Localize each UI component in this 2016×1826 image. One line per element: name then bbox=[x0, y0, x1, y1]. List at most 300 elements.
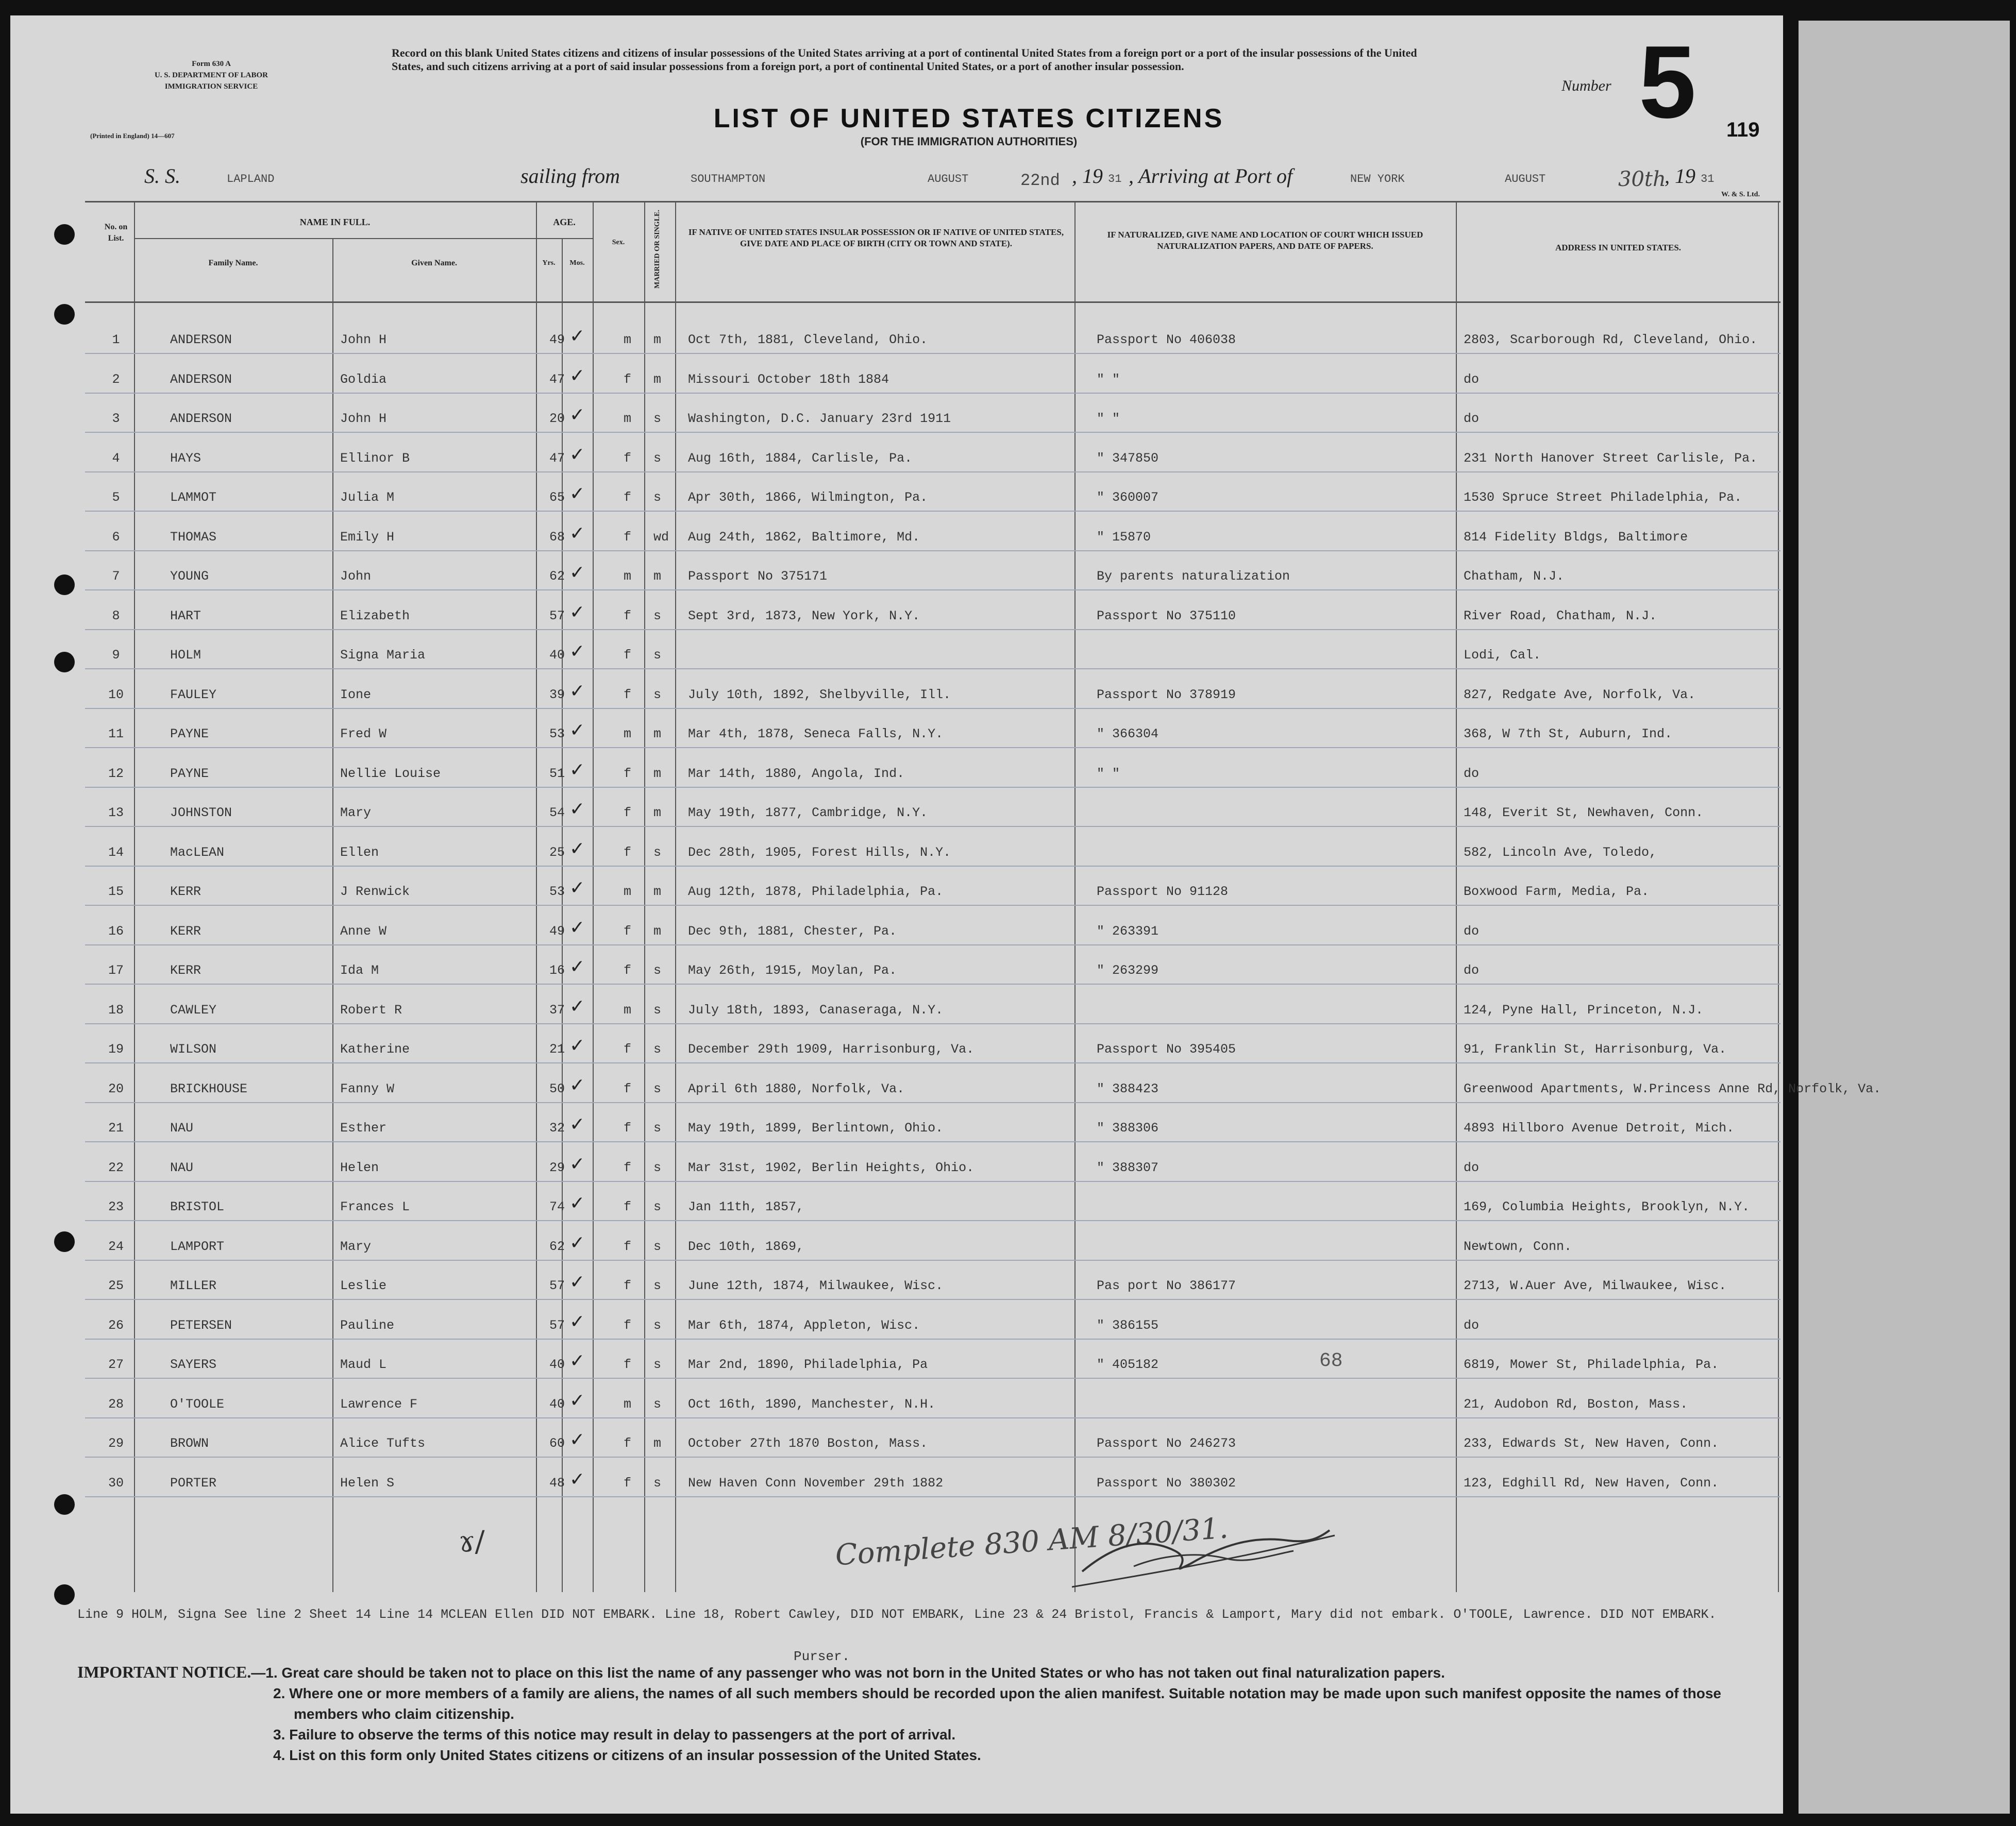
sex: m bbox=[624, 884, 632, 899]
naturalization-info: " 15870 bbox=[1097, 529, 1151, 545]
row-rule bbox=[85, 511, 1780, 512]
family-name: NAU bbox=[170, 1160, 194, 1175]
sex: f bbox=[624, 844, 632, 860]
us-address: do bbox=[1464, 766, 1480, 781]
next-page-edge bbox=[1799, 21, 2010, 1814]
age-years: 49 bbox=[549, 332, 565, 347]
row-number: 10 bbox=[108, 687, 124, 702]
us-address: 1530 Spruce Street Philadelphia, Pa. bbox=[1464, 490, 1742, 505]
binder-hole bbox=[54, 1584, 75, 1605]
check-mark: ✓ bbox=[569, 601, 585, 622]
printer-mark: W. & S. Ltd. bbox=[1721, 191, 1760, 198]
us-address: Boxwood Farm, Media, Pa. bbox=[1464, 884, 1650, 899]
marital-status: m bbox=[653, 1436, 662, 1451]
marital-status: s bbox=[653, 1042, 662, 1057]
given-name: Emily H bbox=[340, 529, 395, 545]
row-number: 5 bbox=[112, 490, 120, 505]
col-divider bbox=[562, 238, 563, 1592]
check-mark: ✓ bbox=[569, 1035, 585, 1056]
family-name: MacLEAN bbox=[170, 844, 225, 860]
sex: f bbox=[624, 1199, 632, 1214]
birth-info: Mar 31st, 1902, Berlin Heights, Ohio. bbox=[688, 1160, 975, 1175]
row-number: 3 bbox=[112, 411, 120, 426]
naturalization-info: By parents naturalization bbox=[1097, 569, 1290, 584]
naturalization-info: Pas port No 386177 bbox=[1097, 1278, 1236, 1293]
us-address: 123, Edghill Rd, New Haven, Conn. bbox=[1464, 1475, 1719, 1491]
us-address: 231 North Hanover Street Carlisle, Pa. bbox=[1464, 450, 1758, 466]
age-years: 68 bbox=[549, 529, 565, 545]
family-name: MILLER bbox=[170, 1278, 217, 1293]
departure-month: AUGUST bbox=[928, 173, 969, 185]
sex: m bbox=[624, 1396, 632, 1412]
departure-port: SOUTHAMPTON bbox=[691, 173, 766, 185]
check-mark: ✓ bbox=[569, 916, 585, 938]
sex: f bbox=[624, 805, 632, 820]
sex: f bbox=[624, 963, 632, 978]
check-mark: ✓ bbox=[569, 1231, 585, 1253]
marital-status: s bbox=[653, 1278, 662, 1293]
marital-status: s bbox=[653, 687, 662, 702]
naturalization-info: Passport No 378919 bbox=[1097, 687, 1236, 702]
header-married: MARRIED OR SINGLE. bbox=[653, 210, 661, 289]
age-years: 49 bbox=[549, 923, 565, 939]
sex: f bbox=[624, 648, 632, 663]
given-name: Pauline bbox=[340, 1317, 395, 1333]
age-years: 40 bbox=[549, 648, 565, 663]
family-name: KERR bbox=[170, 963, 201, 978]
sex: f bbox=[624, 923, 632, 939]
check-mark: ✓ bbox=[569, 1310, 585, 1332]
naturalization-info: " 405182 bbox=[1097, 1357, 1159, 1372]
check-mark: ✓ bbox=[569, 1074, 585, 1095]
notice-item-3: 3. Failure to observe the terms of this notice may result in delay to passengers at the port of arrival. bbox=[273, 1727, 956, 1743]
family-name: FAULEY bbox=[170, 687, 217, 702]
row-number: 19 bbox=[108, 1042, 124, 1057]
given-name: John bbox=[340, 569, 372, 584]
row-rule bbox=[85, 1299, 1780, 1300]
row-number: 18 bbox=[108, 1002, 124, 1018]
row-rule bbox=[85, 1378, 1780, 1379]
arriving-label: , Arriving at Port of bbox=[1129, 164, 1293, 188]
us-address: do bbox=[1464, 1317, 1480, 1333]
birth-info: Washington, D.C. January 23rd 1911 bbox=[688, 411, 951, 426]
check-mark: ✓ bbox=[569, 522, 585, 544]
sex: m bbox=[624, 1002, 632, 1018]
age-years: 25 bbox=[549, 844, 565, 860]
marital-status: m bbox=[653, 332, 662, 347]
row-rule bbox=[85, 668, 1780, 669]
age-years: 32 bbox=[549, 1121, 565, 1136]
sheet-number: 119 bbox=[1726, 119, 1760, 141]
margin-note: 68 bbox=[1319, 1350, 1343, 1372]
naturalization-info: " 263299 bbox=[1097, 963, 1159, 978]
year-end: , 19 bbox=[1665, 164, 1695, 188]
sex: f bbox=[624, 1278, 632, 1293]
row-number: 29 bbox=[108, 1436, 124, 1451]
sex: f bbox=[624, 450, 632, 466]
row-rule bbox=[85, 826, 1780, 827]
family-name: PAYNE bbox=[170, 766, 209, 781]
row-rule bbox=[85, 1339, 1780, 1340]
naturalization-info: " " bbox=[1097, 411, 1120, 426]
birth-info: April 6th 1880, Norfolk, Va. bbox=[688, 1081, 905, 1096]
row-rule bbox=[85, 550, 1780, 551]
col-divider bbox=[1456, 201, 1457, 1592]
family-name: SAYERS bbox=[170, 1357, 217, 1372]
sailing-from-label: sailing from bbox=[520, 164, 620, 188]
birth-info: Aug 24th, 1862, Baltimore, Md. bbox=[688, 529, 920, 545]
marital-status: m bbox=[653, 766, 662, 781]
header-naturalized: IF NATURALIZED, GIVE NAME AND LOCATION OF COURT WHICH ISSUED NATURALIZATION PAPERS, AND DATE OF PAPERS. bbox=[1107, 230, 1423, 251]
table-header-rule bbox=[85, 301, 1780, 303]
given-name: Ione bbox=[340, 687, 372, 702]
row-number: 9 bbox=[112, 648, 120, 663]
naturalization-info: " 388306 bbox=[1097, 1121, 1159, 1136]
birth-info: Dec 10th, 1869, bbox=[688, 1239, 804, 1254]
given-name: Ellen bbox=[340, 844, 379, 860]
family-name: PETERSEN bbox=[170, 1317, 232, 1333]
age-years: 54 bbox=[549, 805, 565, 820]
row-number: 11 bbox=[108, 726, 124, 741]
row-number: 7 bbox=[112, 569, 120, 584]
naturalization-info: " 263391 bbox=[1097, 923, 1159, 939]
birth-info: Oct 16th, 1890, Manchester, N.H. bbox=[688, 1396, 936, 1412]
col-divider bbox=[332, 238, 333, 1592]
family-name: PORTER bbox=[170, 1475, 217, 1491]
completion-note: Complete 830 AM 8/30/31. bbox=[834, 1511, 1230, 1573]
check-mark: ✓ bbox=[569, 325, 585, 346]
marital-status: s bbox=[653, 1475, 662, 1491]
family-name: HOLM bbox=[170, 648, 201, 663]
given-name: Maud L bbox=[340, 1357, 387, 1372]
age-years: 57 bbox=[549, 608, 565, 623]
age-years: 29 bbox=[549, 1160, 565, 1175]
naturalization-info: " 360007 bbox=[1097, 490, 1159, 505]
header-birth: IF NATIVE OF UNITED STATES INSULAR POSSESSION OR IF NATIVE OF UNITED STATES, GIVE DATE AND PLACE OF BIRTH (CITY OR TOWN AND STATE). bbox=[688, 227, 1064, 248]
row-number: 14 bbox=[108, 844, 124, 860]
row-number: 1 bbox=[112, 332, 120, 347]
birth-info: Oct 7th, 1881, Cleveland, Ohio. bbox=[688, 332, 928, 347]
naturalization-info: " " bbox=[1097, 371, 1120, 387]
page-title: LIST OF UNITED STATES CITIZENS bbox=[713, 104, 1224, 133]
given-name: Esther bbox=[340, 1121, 387, 1136]
naturalization-info: " 388423 bbox=[1097, 1081, 1159, 1096]
naturalization-info: Passport No 375110 bbox=[1097, 608, 1236, 623]
arrival-port: NEW YORK bbox=[1350, 173, 1405, 185]
check-mark: ✓ bbox=[569, 1350, 585, 1371]
row-rule bbox=[85, 787, 1780, 788]
birth-info: Aug 16th, 1884, Carlisle, Pa. bbox=[688, 450, 913, 466]
us-address: Chatham, N.J. bbox=[1464, 569, 1565, 584]
check-mark: ✓ bbox=[569, 1271, 585, 1292]
col-divider bbox=[593, 201, 594, 1592]
given-name: Mary bbox=[340, 1239, 372, 1254]
handwritten-mark: ɤ/ bbox=[459, 1525, 485, 1559]
row-number: 21 bbox=[108, 1121, 124, 1136]
check-mark: ✓ bbox=[569, 1468, 585, 1490]
sex: f bbox=[624, 1357, 632, 1372]
birth-info: July 18th, 1893, Canaseraga, N.Y. bbox=[688, 1002, 944, 1018]
us-address: do bbox=[1464, 963, 1480, 978]
row-rule bbox=[85, 393, 1780, 394]
family-name: THOMAS bbox=[170, 529, 217, 545]
family-name: LAMPORT bbox=[170, 1239, 225, 1254]
us-address: 2803, Scarborough Rd, Cleveland, Ohio. bbox=[1464, 332, 1758, 347]
sex: f bbox=[624, 1081, 632, 1096]
age-years: 57 bbox=[549, 1278, 565, 1293]
given-name: John H bbox=[340, 332, 387, 347]
family-name: ANDERSON bbox=[170, 411, 232, 426]
notice-item-4: 4. List on this form only United States citizens or citizens of an insular possession of the United States. bbox=[273, 1747, 981, 1763]
given-name: Leslie bbox=[340, 1278, 387, 1293]
binder-hole bbox=[54, 574, 75, 595]
row-rule bbox=[85, 1260, 1780, 1261]
given-name: Ida M bbox=[340, 963, 379, 978]
birth-info: Passport No 375171 bbox=[688, 569, 828, 584]
check-mark: ✓ bbox=[569, 1153, 585, 1174]
sex: f bbox=[624, 1475, 632, 1491]
given-name: Elizabeth bbox=[340, 608, 410, 623]
row-number: 20 bbox=[108, 1081, 124, 1096]
age-years: 16 bbox=[549, 963, 565, 978]
page-subtitle: (FOR THE IMMIGRATION AUTHORITIES) bbox=[860, 135, 1078, 148]
birth-info: Mar 2nd, 1890, Philadelphia, Pa bbox=[688, 1357, 928, 1372]
birth-info: Dec 9th, 1881, Chester, Pa. bbox=[688, 923, 897, 939]
age-years: 51 bbox=[549, 766, 565, 781]
row-number: 4 bbox=[112, 450, 120, 466]
row-number: 25 bbox=[108, 1278, 124, 1293]
birth-info: Mar 14th, 1880, Angola, Ind. bbox=[688, 766, 905, 781]
us-address: 91, Franklin St, Harrisonburg, Va. bbox=[1464, 1042, 1727, 1057]
given-name: J Renwick bbox=[340, 884, 410, 899]
row-rule bbox=[85, 1023, 1780, 1024]
marital-status: s bbox=[653, 844, 662, 860]
record-instructions: Record on this blank United States citizens and citizens of insular possessions of the United States arriving at a port of continental United States from a foreign port or a port of the insular possessions of the United States, and such citizens arriving at a port of said insular possessions from a foreign port, a port of continental United States, or a port of another insular possession. bbox=[392, 46, 1417, 73]
row-number: 26 bbox=[108, 1317, 124, 1333]
check-mark: ✓ bbox=[569, 956, 585, 977]
check-mark: ✓ bbox=[569, 995, 585, 1017]
notice-item-1: —1. Great care should be taken not to place on this list the name of any passenger who was not born in the United States or who has not taken out final naturalization papers. bbox=[251, 1665, 1445, 1681]
birth-info: May 19th, 1899, Berlintown, Ohio. bbox=[688, 1121, 944, 1136]
age-years: 39 bbox=[549, 687, 565, 702]
given-name: Fanny W bbox=[340, 1081, 395, 1096]
us-address: 233, Edwards St, New Haven, Conn. bbox=[1464, 1436, 1719, 1451]
us-address: 148, Everit St, Newhaven, Conn. bbox=[1464, 805, 1704, 820]
us-address: Lodi, Cal. bbox=[1464, 648, 1541, 663]
row-rule bbox=[85, 432, 1780, 433]
marital-status: s bbox=[653, 963, 662, 978]
marital-status: m bbox=[653, 726, 662, 741]
given-name: Frances L bbox=[340, 1199, 410, 1214]
check-mark: ✓ bbox=[569, 719, 585, 740]
header-sex: Sex. bbox=[612, 239, 625, 246]
header-family-name: Family Name. bbox=[208, 259, 258, 267]
family-name: BROWN bbox=[170, 1436, 209, 1451]
sex: m bbox=[624, 726, 632, 741]
us-address: do bbox=[1464, 1160, 1480, 1175]
check-mark: ✓ bbox=[569, 758, 585, 780]
age-years: 47 bbox=[549, 371, 565, 387]
row-rule bbox=[85, 1417, 1780, 1418]
notice-item-2: 2. Where one or more members of a family are aliens, the names of all such members should be recorded upon the alien manifest. Suitable notation may be made upon such manifest opposite the names of those members who claim citizenship. bbox=[273, 1685, 1721, 1722]
birth-info: Jan 11th, 1857, bbox=[688, 1199, 804, 1214]
number-label: Number bbox=[1561, 77, 1611, 94]
printed-note: (Printed in England) 14—607 bbox=[90, 132, 175, 140]
naturalization-info: Passport No 246273 bbox=[1097, 1436, 1236, 1451]
binder-hole bbox=[54, 652, 75, 672]
given-name: Lawrence F bbox=[340, 1396, 418, 1412]
marital-status: s bbox=[653, 1357, 662, 1372]
row-number: 30 bbox=[108, 1475, 124, 1491]
marital-status: s bbox=[653, 608, 662, 623]
naturalization-info: Passport No 91128 bbox=[1097, 884, 1229, 899]
us-address: 6819, Mower St, Philadelphia, Pa. bbox=[1464, 1357, 1719, 1372]
age-years: 48 bbox=[549, 1475, 565, 1491]
check-mark: ✓ bbox=[569, 1113, 585, 1135]
given-name: Fred W bbox=[340, 726, 387, 741]
list-number: 5 bbox=[1639, 25, 1696, 140]
naturalization-info: " 388307 bbox=[1097, 1160, 1159, 1175]
given-name: Helen bbox=[340, 1160, 379, 1175]
check-mark: ✓ bbox=[569, 562, 585, 583]
inspector-signature bbox=[1072, 1515, 1340, 1592]
row-number: 2 bbox=[112, 371, 120, 387]
row-rule bbox=[85, 1457, 1780, 1458]
birth-info: Apr 30th, 1866, Wilmington, Pa. bbox=[688, 490, 928, 505]
department: U. S. DEPARTMENT OF LABOR bbox=[154, 71, 268, 79]
row-rule bbox=[85, 747, 1780, 748]
row-number: 8 bbox=[112, 608, 120, 623]
birth-info: July 10th, 1892, Shelbyville, Ill. bbox=[688, 687, 951, 702]
header-age: AGE. bbox=[553, 217, 576, 227]
row-rule bbox=[85, 1181, 1780, 1182]
sex: m bbox=[624, 332, 632, 347]
given-name: Helen S bbox=[340, 1475, 395, 1491]
ss-label: S. S. bbox=[144, 164, 180, 188]
header-address: ADDRESS IN UNITED STATES. bbox=[1555, 243, 1682, 252]
us-address: 21, Audobon Rd, Boston, Mass. bbox=[1464, 1396, 1688, 1412]
row-rule bbox=[85, 1496, 1780, 1497]
marital-status: s bbox=[653, 411, 662, 426]
marital-status: s bbox=[653, 1002, 662, 1018]
line9-note: Line 9 HOLM, Signa See line 2 Sheet 14 Line 14 MCLEAN Ellen DID NOT EMBARK. Line 18, Robert Cawley, DID NOT EMBARK, Line 23 & 24 Bristol, Francis & Lamport, Mary did not embark. O'TOOLE, Lawrence. DID NOT EMBARK. bbox=[77, 1607, 1717, 1622]
sex: f bbox=[624, 371, 632, 387]
check-mark: ✓ bbox=[569, 680, 585, 701]
family-name: ANDERSON bbox=[170, 371, 232, 387]
us-address: 582, Lincoln Ave, Toledo, bbox=[1464, 844, 1657, 860]
row-number: 22 bbox=[108, 1160, 124, 1175]
important-notice bbox=[77, 1662, 1778, 1766]
family-name: NAU bbox=[170, 1121, 194, 1136]
us-address: 2713, W.Auer Ave, Milwaukee, Wisc. bbox=[1464, 1278, 1727, 1293]
given-name: Nellie Louise bbox=[340, 766, 441, 781]
row-rule bbox=[85, 1141, 1780, 1142]
header-yrs: Yrs. bbox=[542, 259, 556, 267]
given-name: Signa Maria bbox=[340, 648, 426, 663]
check-mark: ✓ bbox=[569, 443, 585, 465]
row-rule bbox=[85, 866, 1780, 867]
check-mark: ✓ bbox=[569, 1192, 585, 1213]
given-name: Katherine bbox=[340, 1042, 410, 1057]
given-name: Anne W bbox=[340, 923, 387, 939]
age-years: 20 bbox=[549, 411, 565, 426]
given-name: Alice Tufts bbox=[340, 1436, 426, 1451]
birth-info: Dec 28th, 1905, Forest Hills, N.Y. bbox=[688, 844, 951, 860]
family-name: KERR bbox=[170, 884, 201, 899]
service: IMMIGRATION SERVICE bbox=[164, 82, 258, 91]
row-rule bbox=[85, 1220, 1780, 1221]
row-rule bbox=[85, 984, 1780, 985]
birth-info: December 29th 1909, Harrisonburg, Va. bbox=[688, 1042, 975, 1057]
arrival-month: AUGUST bbox=[1505, 173, 1546, 185]
col-divider bbox=[644, 201, 645, 1592]
marital-status: wd bbox=[653, 529, 669, 545]
form-number: Form 630 A bbox=[192, 60, 231, 68]
col-divider bbox=[536, 201, 537, 1592]
sex: f bbox=[624, 529, 632, 545]
naturalization-info: Passport No 380302 bbox=[1097, 1475, 1236, 1491]
naturalization-info: Passport No 395405 bbox=[1097, 1042, 1236, 1057]
naturalization-info: Passport No 406038 bbox=[1097, 332, 1236, 347]
header-mos: Mos. bbox=[569, 259, 585, 267]
marital-status: m bbox=[653, 569, 662, 584]
family-name: CAWLEY bbox=[170, 1002, 217, 1018]
sex: f bbox=[624, 1239, 632, 1254]
birth-info: October 27th 1870 Boston, Mass. bbox=[688, 1436, 928, 1451]
sex: f bbox=[624, 1317, 632, 1333]
age-years: 40 bbox=[549, 1396, 565, 1412]
birth-info: May 19th, 1877, Cambridge, N.Y. bbox=[688, 805, 928, 820]
header-given-name: Given Name. bbox=[411, 259, 457, 267]
birth-info: Mar 4th, 1878, Seneca Falls, N.Y. bbox=[688, 726, 944, 741]
check-mark: ✓ bbox=[569, 364, 585, 386]
binder-hole bbox=[54, 224, 75, 245]
family-name: ANDERSON bbox=[170, 332, 232, 347]
marital-status: s bbox=[653, 1317, 662, 1333]
marital-status: m bbox=[653, 884, 662, 899]
row-number: 12 bbox=[108, 766, 124, 781]
check-mark: ✓ bbox=[569, 1429, 585, 1450]
age-years: 50 bbox=[549, 1081, 565, 1096]
age-years: 60 bbox=[549, 1436, 565, 1451]
given-name: Julia M bbox=[340, 490, 395, 505]
marital-status: s bbox=[653, 450, 662, 466]
check-mark: ✓ bbox=[569, 837, 585, 859]
row-rule bbox=[85, 629, 1780, 630]
row-number: 28 bbox=[108, 1396, 124, 1412]
row-rule bbox=[85, 708, 1780, 709]
marital-status: m bbox=[653, 805, 662, 820]
marital-status: m bbox=[653, 371, 662, 387]
sex: f bbox=[624, 1436, 632, 1451]
given-name: Robert R bbox=[340, 1002, 402, 1018]
given-name: John H bbox=[340, 411, 387, 426]
row-number: 27 bbox=[108, 1357, 124, 1372]
row-number: 17 bbox=[108, 963, 124, 978]
row-number: 13 bbox=[108, 805, 124, 820]
us-address: 368, W 7th St, Auburn, Ind. bbox=[1464, 726, 1673, 741]
us-address: 4893 Hillboro Avenue Detroit, Mich. bbox=[1464, 1121, 1735, 1136]
naturalization-info: " 347850 bbox=[1097, 450, 1159, 466]
us-address: do bbox=[1464, 371, 1480, 387]
family-name: KERR bbox=[170, 923, 201, 939]
marital-status: m bbox=[653, 923, 662, 939]
birth-info: New Haven Conn November 29th 1882 bbox=[688, 1475, 944, 1491]
family-name: BRICKHOUSE bbox=[170, 1081, 248, 1096]
us-address: do bbox=[1464, 923, 1480, 939]
row-rule bbox=[85, 353, 1780, 354]
age-years: 65 bbox=[549, 490, 565, 505]
